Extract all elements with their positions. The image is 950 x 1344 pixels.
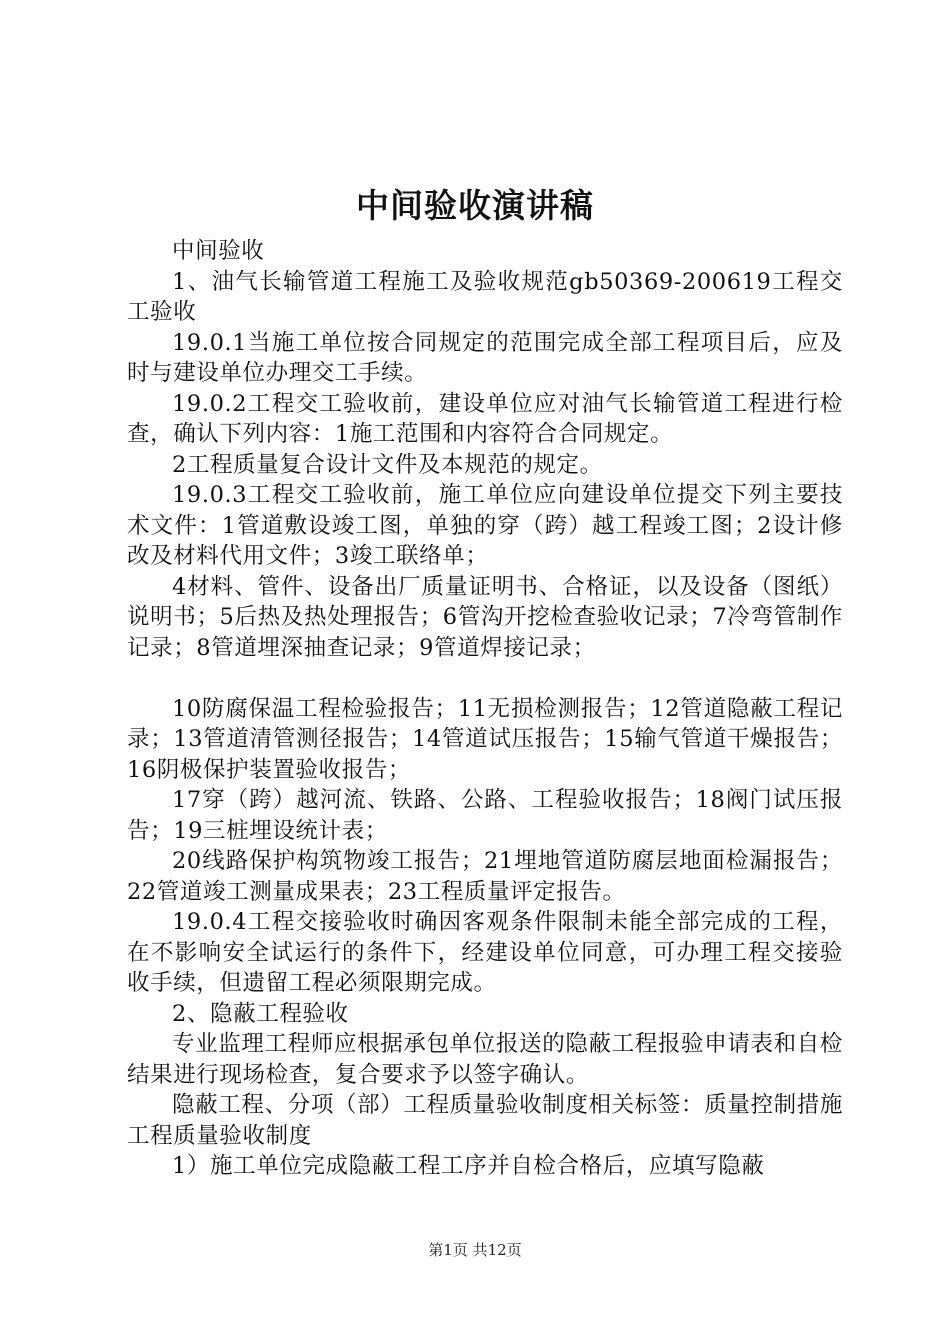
paragraph: 19.0.2工程交工验收前，建设单位应对油气长输管道工程进行检查，确认下列内容：1施工范围和内容符合合同规定。 — [127, 390, 843, 447]
document-body — [127, 236, 843, 1182]
paragraph: 17穿（跨）越河流、铁路、公路、工程验收报告；18阀门试压报告；19三桩埋设统计表； — [127, 787, 843, 844]
paragraph: 2、隐蔽工程验收 — [172, 1000, 349, 1027]
paragraph: 1）施工单位完成隐蔽工程工序并自检合格后，应填写隐蔽 — [172, 1153, 765, 1179]
page-number-footer: 第1页 共12页 — [428, 1241, 522, 1259]
paragraph: 中间验收 — [172, 238, 265, 264]
paragraph: 隐蔽工程、分项（部）工程质量验收制度相关标签：质量控制措施工程质量验收制度 — [127, 1092, 843, 1149]
paragraph: 1、油气长输管道工程施工及验收规范gb50369-200619工程交工验收 — [127, 268, 843, 325]
paragraph: 19.0.3工程交工验收前，施工单位应向建设单位提交下列主要技术文件：1管道敷设竣工图，单独的穿（跨）越工程竣工图；2设计修改及材料代用文件；3竣工联络单； — [127, 482, 843, 569]
paragraph: 10防腐保温工程检验报告；11无损检测报告；12管道隐蔽工程记录；13管道清管测径报告；14管道试压报告；15输气管道干燥报告；16阴极保护装置验收报告； — [127, 695, 843, 783]
paragraph: 20线路保护构筑物竣工报告；21埋地管道防腐层地面检漏报告；22管道竣工测量成果表；23工程质量评定报告。 — [127, 848, 843, 905]
paragraph: 19.0.1当施工单位按合同规定的范围完成全部工程项目后，应及时与建设单位办理交工手续。 — [127, 329, 843, 386]
paragraph: 专业监理工程师应根据承包单位报送的隐蔽工程报验申请表和自检结果进行现场检查，复合要求予以签字确认。 — [127, 1031, 843, 1088]
paragraph: 2工程质量复合设计文件及本规范的规定。 — [172, 451, 603, 478]
document-title: 中间验收演讲稿 — [356, 186, 594, 225]
paragraph: 4材料、管件、设备出厂质量证明书、合格证，以及设备（图纸）说明书；5后热及热处理报告；6管沟开挖检查验收记录；7冷弯管制作记录；8管道埋深抽查记录；9管道焊接记录； — [127, 573, 843, 661]
paragraph: 19.0.4工程交接验收时确因客观条件限制未能全部完成的工程，在不影响安全试运行的条件下，经建设单位同意，可办理工程交接验收手续，但遗留工程必须限期完成。 — [127, 909, 843, 996]
